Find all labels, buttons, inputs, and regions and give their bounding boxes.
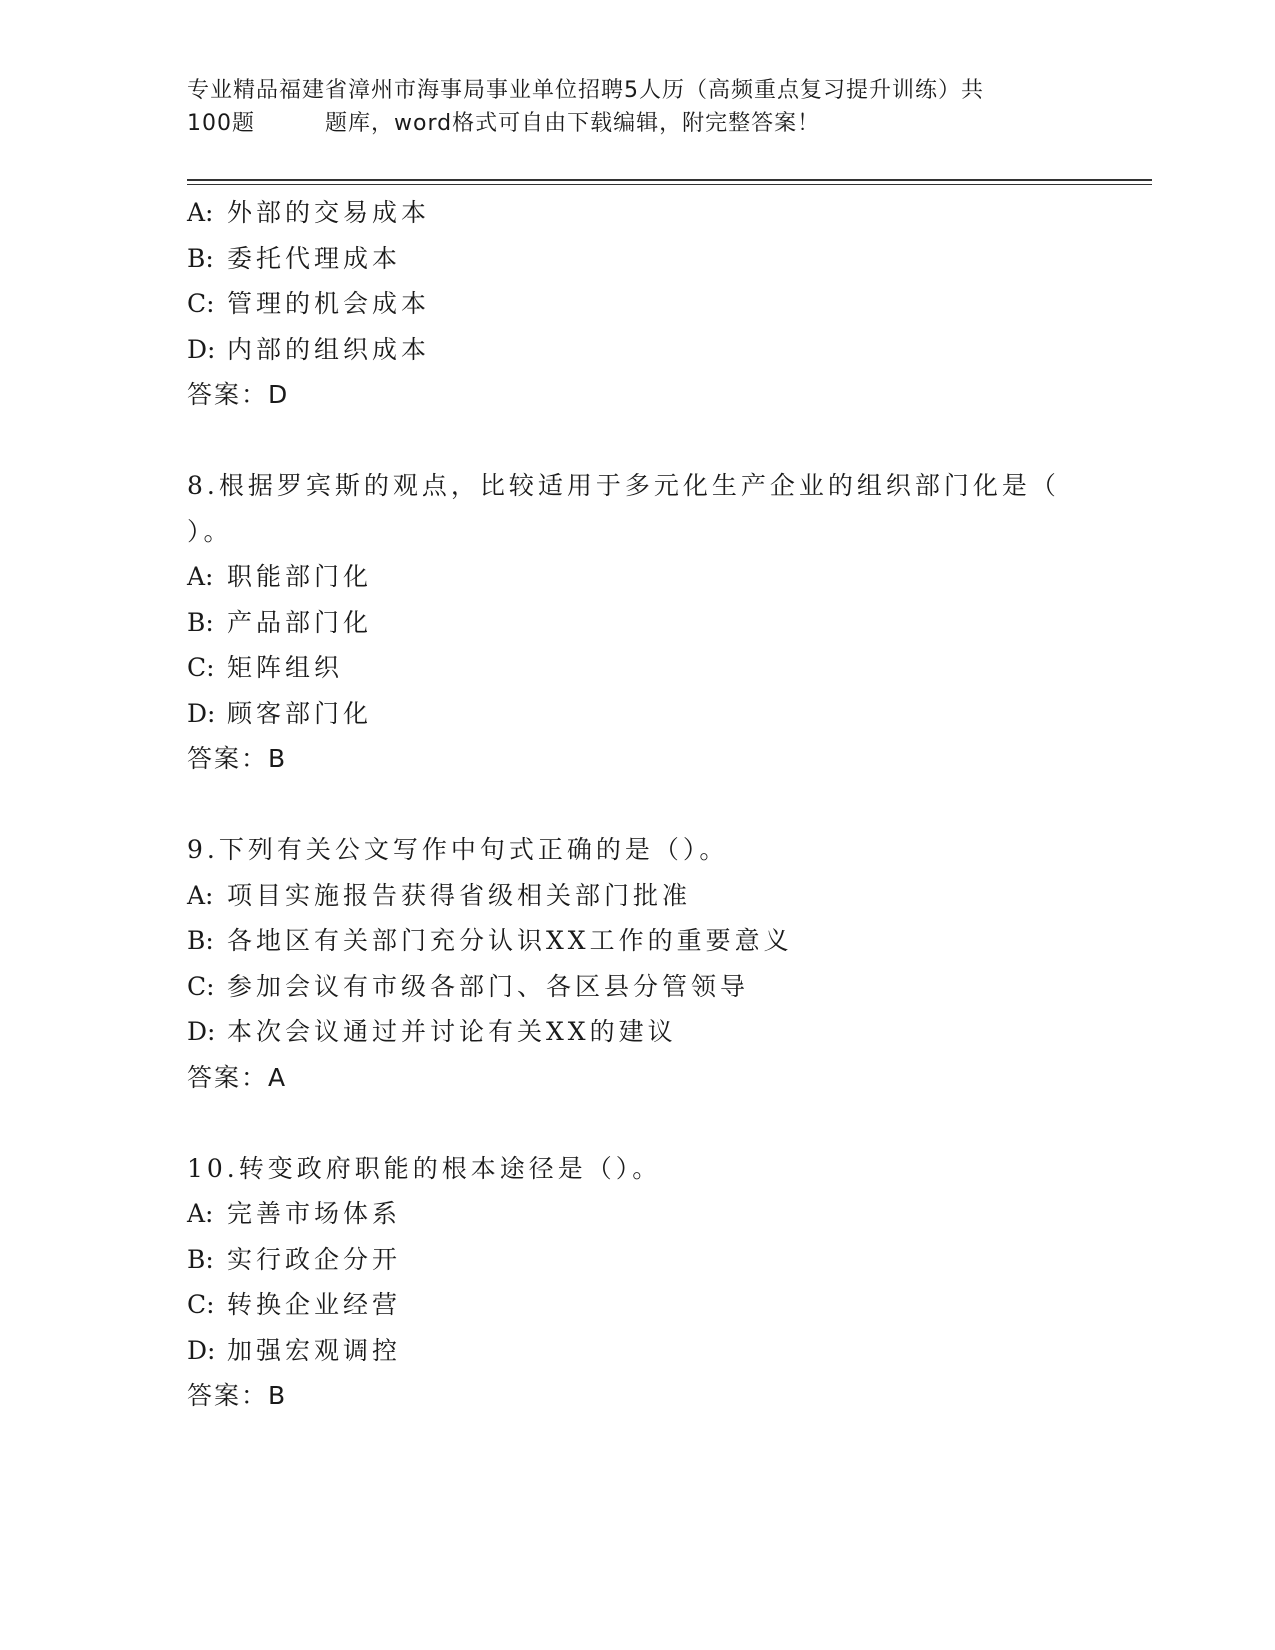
option-b: B: 委托代理成本 (187, 243, 402, 273)
question-stem: 10.转变政府职能的根本途径是（）。 (187, 1153, 662, 1183)
question-10 (187, 1146, 1067, 1419)
header-rule-thin (187, 184, 1152, 185)
answer-line: 答案：A (187, 1062, 288, 1092)
option-c: C: 转换企业经营 (187, 1290, 402, 1319)
option-d: D: 本次会议通过并讨论有关XX的建议 (187, 1017, 677, 1046)
option-d: D: 加强宏观调控 (187, 1335, 402, 1365)
option-b: B: 各地区有关部门充分认识XX工作的重要意义 (187, 926, 793, 955)
option-c: C: 矩阵组织 (187, 653, 344, 682)
header-question-count: 100题 (187, 111, 255, 136)
question-stem-continued: ）。 (187, 516, 233, 546)
option-a: A: 完善市场体系 (187, 1199, 402, 1228)
answer-line: 答案：B (187, 744, 288, 773)
header-rule-thick (187, 179, 1152, 181)
option-a: A: 职能部门化 (187, 562, 373, 591)
answer-line: 答案：D (187, 380, 290, 409)
question-8 (187, 463, 1067, 782)
question-stem: 8.根据罗宾斯的观点，比较适用于多元化生产企业的组织部门化是（ (187, 471, 1060, 500)
option-b: B: 实行政企分开 (187, 1244, 402, 1274)
header-line-2 (187, 107, 1067, 140)
option-d: D: 内部的组织成本 (187, 334, 431, 364)
header-description: 题库，word格式可自由下载编辑，附完整答案！ (325, 111, 821, 136)
option-c: C: 参加会议有市级各部门、各区县分管领导 (187, 971, 750, 1001)
question-stem: 9.下列有关公文写作中句式正确的是（）。 (187, 835, 729, 864)
option-a: A: 外部的交易成本 (187, 198, 431, 227)
question-7-continued (187, 190, 1067, 418)
document-header (187, 74, 1067, 140)
answer-line: 答案：B (187, 1381, 288, 1410)
header-line-1: 专业精品福建省漳州市海事局事业单位招聘5人历（高频重点复习提升训练）共 (187, 78, 984, 103)
question-list (187, 190, 1067, 1419)
option-d: D: 顾客部门化 (187, 698, 373, 728)
option-b: B: 产品部门化 (187, 607, 373, 637)
option-a: A: 项目实施报告获得省级相关部门批准 (187, 880, 692, 910)
question-9 (187, 827, 1067, 1100)
option-c: C: 管理的机会成本 (187, 289, 431, 318)
